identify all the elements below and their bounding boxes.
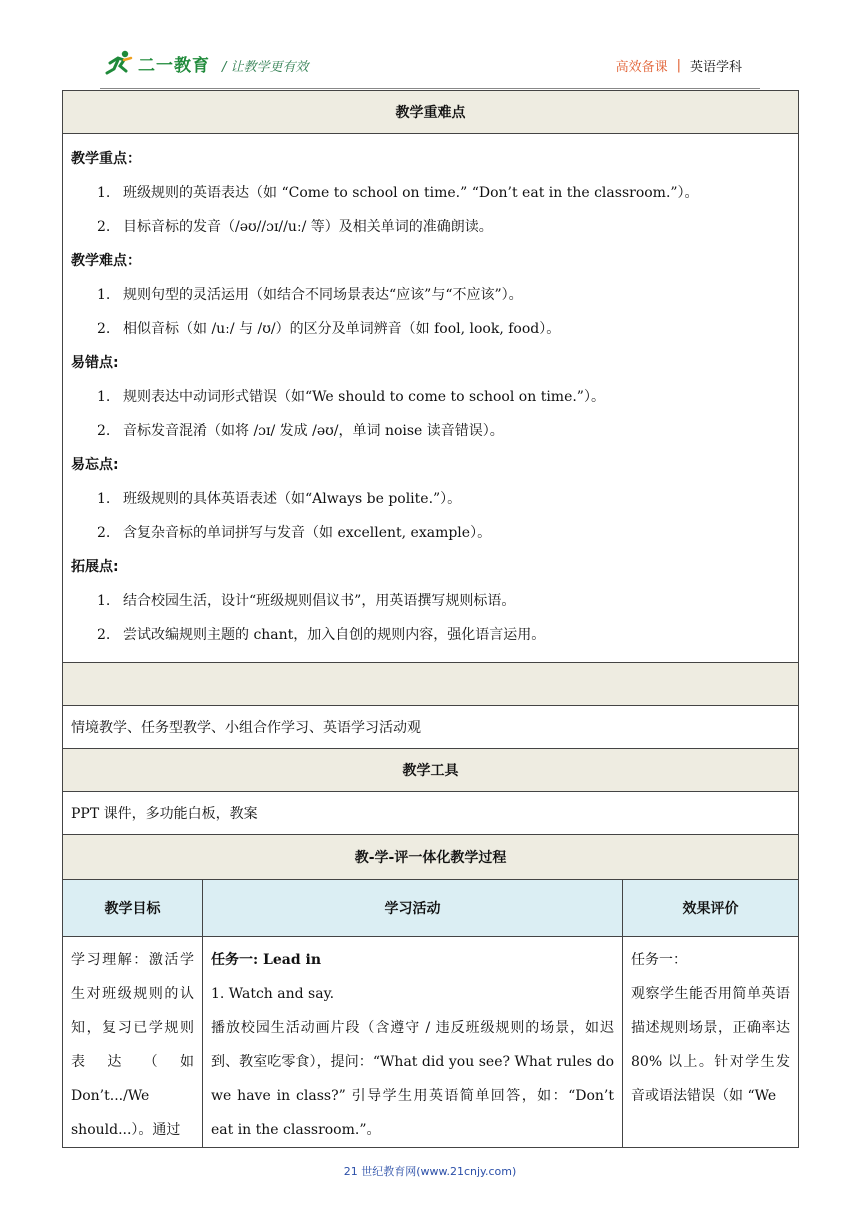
list-item: 1. 结合校园生活，设计“班级规则倡议书”，用英语撰写规则标语。 (97, 593, 516, 609)
header-tagline: 高效备课 (615, 60, 668, 75)
methods-text: 情境教学、任务型教学、小组合作学习、英语学习活动观 (63, 706, 799, 749)
logo-text: 二一教育 (138, 55, 210, 76)
key-points-title: 教学重难点 (63, 91, 799, 134)
list-item: 1. 规则表达中动词形式错误（如“We should to come to school on time.”）。 (97, 389, 605, 405)
tools-title: 教学工具 (63, 749, 799, 792)
column-header-evaluation: 效果评价 (623, 880, 799, 937)
list-item: 1. 班级规则的具体英语表述（如“Always be polite.”）。 (97, 491, 462, 507)
lesson-plan-table (62, 90, 799, 1148)
list-item: 2. 音标发音混淆（如将 /ɔɪ/ 发成 /əʊ/，单词 noise 读音错误）。 (97, 423, 504, 439)
header-divider (100, 88, 760, 89)
list-item: 1. 规则句型的灵活运用（如结合不同场景表达“应该”与“不应该”）。 (97, 287, 523, 303)
task-description: 播放校园生活动画片段（含遵守 / 违反班级规则的场景，如迟到、教室吃零食），提问：“What did you see? What rules do we have in class?” 引导学生用英语简单回答，如：“Don’t eat in the classroom.”。 (211, 1020, 614, 1138)
tools-text: PPT 课件，多功能白板，教案 (63, 792, 799, 835)
difficulty-label: 教学难点： (71, 253, 141, 269)
list-item: 2. 相似音标（如 /uː/ 与 /ʊ/）的区分及单词辨音（如 fool, look, food）。 (97, 321, 561, 337)
header-right (616, 56, 742, 75)
extend-label: 拓展点: (71, 559, 119, 575)
header-slogan: / 让教学更有效 (222, 60, 309, 75)
forget-label: 易忘点: (71, 457, 119, 473)
column-header-goal: 教学目标 (63, 880, 203, 937)
focus-label: 教学重点： (71, 151, 141, 167)
list-item: 1. 班级规则的英语表达（如 “Come to school on time.” “Don’t eat in the classroom.”）。 (97, 185, 699, 201)
list-item: 2. 含复杂音标的单词拼写与发音（如 excellent, example）。 (97, 525, 492, 541)
eval-text: 观察学生能否用简单英语描述规则场景，正确率达 80% 以上。针对学生发音或语法错误（如 “We (631, 986, 791, 1104)
logo (104, 48, 210, 78)
process-title: 教-学-评一体化教学过程 (63, 835, 799, 880)
column-header-activity: 学习活动 (203, 880, 623, 937)
runner-logo-icon (104, 49, 134, 77)
task-step: 1. Watch and say. (211, 986, 335, 1002)
header-separator: | (676, 58, 681, 73)
evaluation-cell (623, 937, 799, 1148)
list-item: 2. 目标音标的发音（/əʊ//ɔɪ//uː/ 等）及相关单词的准确朗读。 (97, 219, 493, 235)
page-footer: 21 世纪教育网(www.21cnjy.com) (343, 1165, 517, 1178)
task-title: 任务一: Lead in (211, 952, 322, 968)
header-subject: 英语学科 (689, 60, 742, 75)
eval-title: 任务一： (631, 952, 687, 968)
goal-cell (63, 937, 203, 1148)
goal-text: 学习理解：激活学生对班级规则的认知，复习已学规则表达（如 Don’t.../We should...）。通过 (71, 952, 194, 1138)
error-label: 易错点: (71, 355, 119, 371)
key-points-content (63, 134, 799, 663)
activity-cell (203, 937, 623, 1148)
list-item: 2. 尝试改编规则主题的 chant，加入自创的规则内容，强化语言运用。 (97, 627, 546, 643)
methods-title-row (63, 663, 799, 706)
page-header (0, 0, 860, 90)
